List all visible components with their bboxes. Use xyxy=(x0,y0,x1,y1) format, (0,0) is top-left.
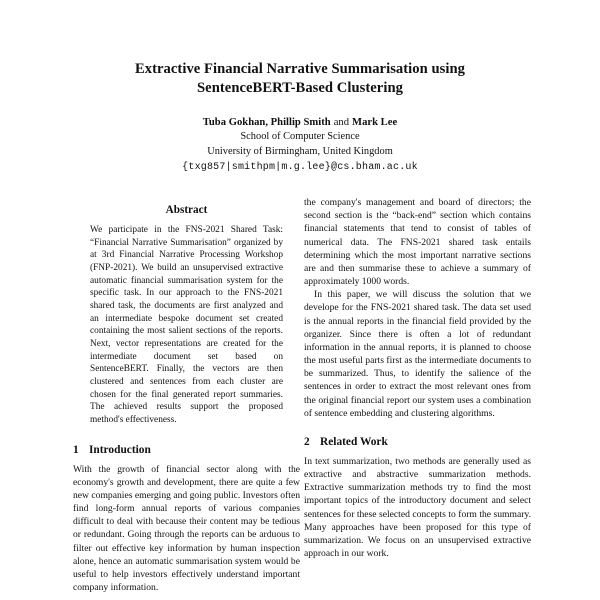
paragraph-introduction-1: With the growth of financial sector along with the economy's growth and development, there are quite a few new companies emerging and going public. Investors often find long-form annual reports of various companies difficult to deal with because their content may be tedious or redundant. Going through the reports can be arduous to filter out effective key information by human inspection alone, hence an automatic summarisation system would be useful to help investors effectively understand important company information. xyxy=(73,463,300,594)
author-conjunction: and xyxy=(333,116,350,128)
author-names-first: Tuba Gokhan, Phillip Smith xyxy=(202,116,331,128)
abstract-heading: Abstract xyxy=(165,204,208,216)
section-heading-related-work xyxy=(304,436,531,448)
left-column xyxy=(73,196,300,600)
paragraph-this-paper: In this paper, we will discuss the solution that we develope for the FNS-2021 shared task. The data set used is the annual reports in the financial field provided by the organizer. Since there is often a lot of redundant information in the annual reports, it is planned to choose the most useful parts first as the intermediate documents to be summarized. Thus, to identify the salience of the sentences in order to extract the most relevant ones from the original financial report our system uses a combination of sentence embedding and clustering algorithms. xyxy=(304,289,531,419)
affiliation-department: School of Computer Science xyxy=(240,131,360,143)
paragraph-continued: the company's management and board of directors; the second section is the “back-end” section which contains financial statements that tend to consist of tables of numerical data. The FNS-2021 shared task entails determining which the most important narrative sections are and then summarise these to achieve a summary of approximately 1000 words. xyxy=(304,197,531,288)
author-block xyxy=(75,116,525,175)
section-number-2: 2 xyxy=(304,435,310,448)
paragraph-related-work-1: In text summarization, two methods are generally used as extractive and abstractive summarization methods. Extractive summarization methods try to find the most important topics of the introductory document and select sentences for these selected concepts to form the summary. Many approaches have been proposed for this type of summarization. We focus on an unsupervised extractive approach in our work. xyxy=(304,455,531,560)
author-email: {txg857|smithpm|m.g.lee}@cs.bham.ac.uk xyxy=(182,162,418,174)
page-title xyxy=(75,60,525,99)
section-title-2: Related Work xyxy=(320,435,388,448)
section-number-1: 1 xyxy=(73,443,79,456)
title-line-1: Extractive Financial Narrative Summarisation using xyxy=(134,61,466,77)
affiliation-institution: University of Birmingham, United Kingdom xyxy=(207,145,393,157)
section-title-1: Introduction xyxy=(89,443,151,456)
right-column xyxy=(304,196,531,600)
title-line-2: SentenceBERT-Based Clustering xyxy=(197,80,403,97)
abstract-text: We participate in the FNS-2021 Shared Task: “Financial Narrative Summarisation” organized by at 3rd Financial Narrative Processing Workshop (FNP-2021). We build an unsupervised extractive automatic financial summarisation system for the specific task. In our approach to the FNS-2021 shared task, the documents are first analyzed and an intermediate bespoke document set created containing the most salient sections of the reports. Next, vector representations are created for the intermediate document set based on SentenceBERT. Finally, the vectors are then clustered and sentences from each cluster are chosen for the final generated report summaries. The achieved results support the proposed method's effectiveness. xyxy=(90,225,283,425)
section-heading-introduction xyxy=(73,444,300,456)
title-block xyxy=(0,0,600,175)
body-columns xyxy=(0,196,600,600)
author-names-last: Mark Lee xyxy=(352,116,398,128)
abstract-section xyxy=(73,204,300,427)
author-names xyxy=(75,116,525,131)
